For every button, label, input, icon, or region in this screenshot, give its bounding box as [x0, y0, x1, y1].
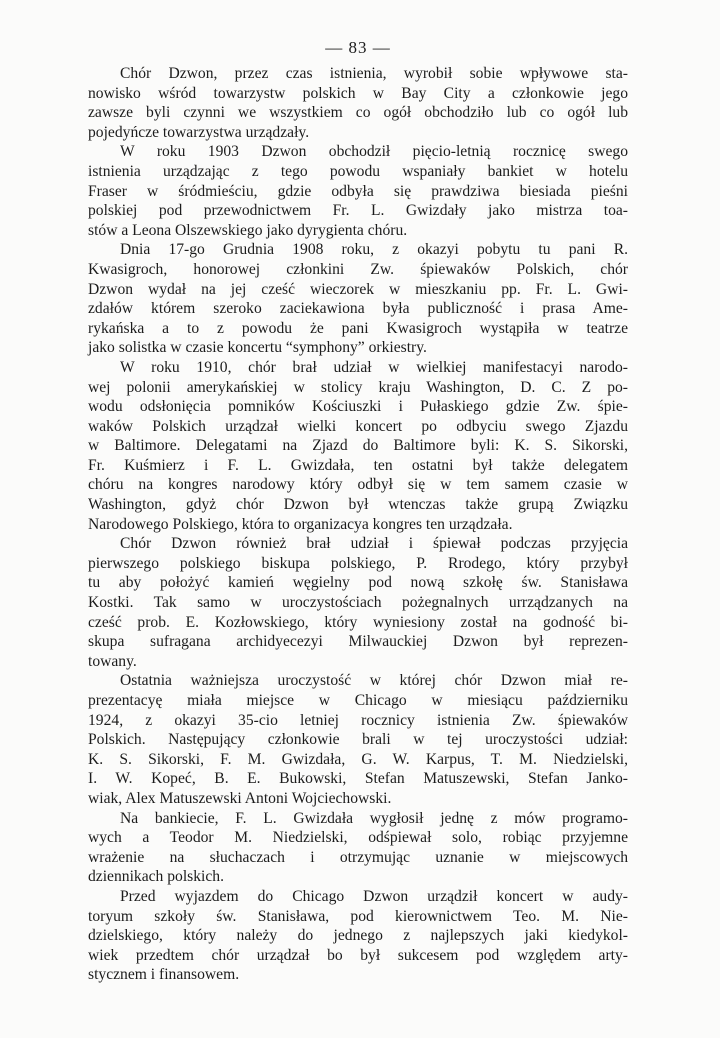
- text-line: Fraser w śródmieściu, gdzie odbyła się prawdziwa biesiada pieśni: [88, 182, 628, 200]
- text-line: rykańska a to z powodu że pani Kwasigroch wystąpiła w teatrze: [88, 319, 628, 337]
- paragraph: [88, 240, 628, 358]
- text-line: zdałów którem szeroko zaciekawiona była publiczność i prasa Ame-: [88, 300, 628, 318]
- text-line: zawsze byli czynni we wszystkiem co ogół obchodziło lub co ogół lub: [88, 104, 628, 122]
- text-line: toryum szkoły św. Stanisława, pod kierownictwem Teo. M. Nie-: [88, 907, 628, 925]
- paragraph: [88, 358, 628, 534]
- paragraph: [88, 64, 628, 142]
- body-text: [88, 64, 628, 985]
- text-line: wiek przedtem chór urządzał bo był sukcesem pod względem arty-: [88, 946, 628, 964]
- text-line: wodu odsłonięcia pomników Kościuszki i Pułaskiego gdzie Zw. śpie-: [88, 398, 628, 416]
- text-line: wej polonii amerykańskiej w stolicy kraju Washington, D. C. Z po-: [88, 378, 628, 396]
- text-line: Ostatnia ważniejsza uroczystość w której chór Dzwon miał re-: [120, 672, 628, 690]
- text-line: wrażenie na słuchaczach i otrzymując uznanie w miejscowych: [88, 848, 628, 866]
- text-line: W roku 1903 Dzwon obchodził pięcio-letnią rocznicę swego: [120, 143, 628, 161]
- text-line: wiak, Alex Matuszewski Antoni Wojciechowski.: [88, 789, 392, 807]
- text-line: prezentacyę miała miejsce w Chicago w miesiącu październiku: [88, 692, 628, 709]
- text-line: towany.: [88, 652, 137, 670]
- page-number: — 83 —: [325, 38, 391, 57]
- text-line: dzielskiego, który należy do jednego z najlepszych jaki kiedykol-: [88, 927, 628, 945]
- text-line: 1924, z okazyi 35-cio letniej rocznicy istnienia Zw. śpiewaków: [88, 711, 628, 729]
- text-line: pierwszego polskiego biskupa polskiego, P. Rrodego, który przybył: [88, 554, 628, 572]
- text-line: Kwasigroch, honorowej członkini Zw. śpiewaków Polskich, chór: [88, 260, 628, 278]
- text-line: Kostki. Tak samo w uroczystościach pożegnalnych urrządzanych na: [88, 594, 628, 612]
- text-line: w Baltimore. Delegatami na Zjazd do Baltimore byli: K. S. Sikorski,: [88, 437, 628, 455]
- paragraph: [88, 142, 628, 240]
- text-line: tu aby położyć kamień węgielny pod nową szkołę św. Stanisława: [88, 574, 628, 592]
- text-line: skupa sufragana archidyecezyi Milwauckiej Dzwon był reprezen-: [88, 633, 628, 651]
- text-line: chóru na kongres narodowy który odbył się w tem samem czasie w: [88, 476, 628, 494]
- paragraph: [88, 671, 628, 808]
- text-line: waków Polskich urządzał wielki koncert po odbyciu swego Zjazdu: [88, 417, 628, 435]
- text-line: stycznem i finansowem.: [88, 966, 240, 984]
- text-line: K. S. Sikorski, F. M. Gwizdała, G. W. Karpus, T. M. Niedzielski,: [88, 750, 628, 768]
- text-line: Dzwon wydał na jej cześć wieczorek w mieszkaniu pp. Fr. L. Gwi-: [88, 280, 628, 298]
- text-line: Na bankiecie, F. L. Gwizdała wygłosił jednę z mów programo-: [120, 809, 628, 827]
- paragraph: [88, 534, 628, 671]
- text-line: Przed wyjazdem do Chicago Dzwon urządził koncert w audy-: [120, 887, 628, 905]
- text-line: Chór Dzwon, przez czas istnienia, wyrobił sobie wpływowe sta-: [120, 65, 628, 82]
- text-line: istnienia urządzając z tego powodu wspaniały bankiet w hotelu: [88, 162, 628, 180]
- text-line: stów a Leona Olszewskiego jako dyrygienta chóru.: [88, 221, 408, 239]
- text-line: Polskich. Następujący członkowie brali w tej uroczystości udział:: [88, 731, 628, 749]
- paragraph: [88, 809, 628, 887]
- text-line: nowisko wśród towarzystw polskich w Bay City a członkowie jego: [88, 84, 628, 102]
- text-line: cześć prob. E. Kozłowskiego, który wyniesiony został na godność bi-: [88, 613, 628, 631]
- text-line: dziennikach polskich.: [88, 868, 224, 886]
- text-line: I. W. Kopeć, B. E. Bukowski, Stefan Matuszewski, Stefan Janko-: [88, 770, 628, 788]
- text-line: Washington, gdyż chór Dzwon był wtenczas także grupą Związku: [88, 496, 628, 514]
- text-line: pojedyńcze towarzystwa urządzały.: [88, 123, 310, 141]
- text-line: Dnia 17-go Grudnia 1908 roku, z okazyi pobytu tu pani R.: [120, 241, 628, 259]
- text-line: jako solistka w czasie koncertu “symphony” orkiestry.: [88, 339, 427, 357]
- text-line: Chór Dzwon również brał udział i śpiewał podczas przyjęcia: [120, 535, 628, 553]
- text-line: wych a Teodor M. Niedzielski, odśpiewał solo, robiąc przyjemne: [88, 829, 628, 847]
- text-line: W roku 1910, chór brał udział w wielkiej manifestacyi narodo-: [120, 358, 628, 376]
- text-line: polskiej pod przewodnictwem Fr. L. Gwizdały jako mistrza toa-: [88, 202, 628, 220]
- paragraph: [88, 887, 628, 985]
- text-line: Fr. Kuśmierz i F. L. Gwizdała, ten ostatni był także delegatem: [88, 456, 628, 474]
- text-line: Narodowego Polskiego, która to organizacya kongres ten urządzała.: [88, 515, 513, 533]
